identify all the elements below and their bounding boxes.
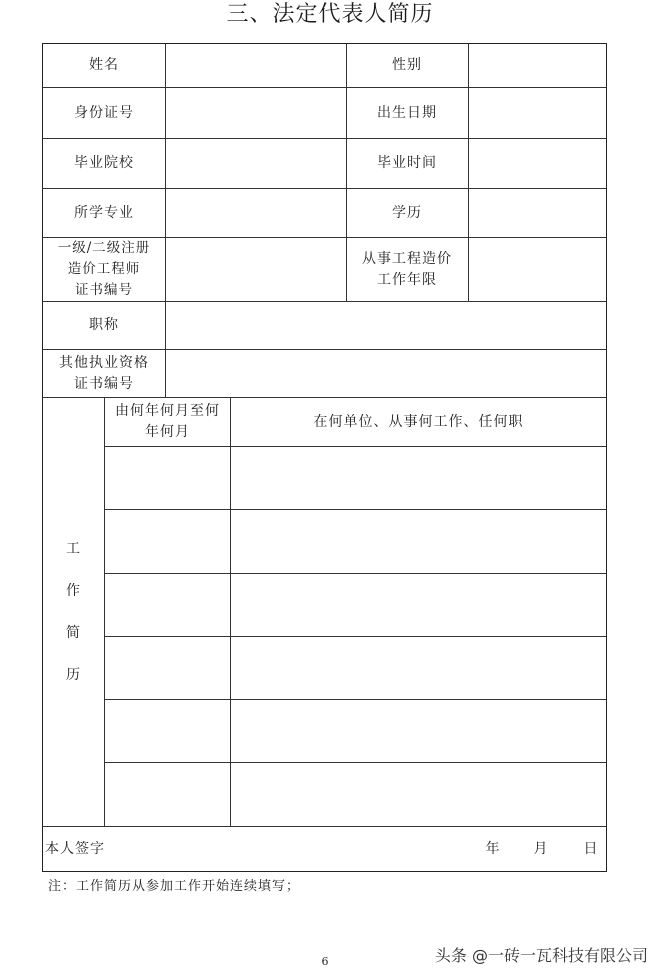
- resume-form: [42, 43, 607, 872]
- cert-label-line: 造价工程师: [67, 261, 141, 277]
- signature-label: 本人签字: [45, 840, 105, 857]
- period-header-line: 年何月: [145, 424, 190, 440]
- education-field[interactable]: [469, 189, 606, 237]
- school-label: 毕业院校: [74, 155, 134, 171]
- watermark: 头条 @一砖一瓦科技有限公司: [434, 946, 648, 965]
- cert-label-line: 一级/二级注册: [57, 240, 151, 256]
- grad-time-label: 毕业时间: [377, 155, 437, 171]
- side-label-char: 工: [66, 541, 81, 557]
- gender-field[interactable]: [469, 44, 606, 87]
- birth-date-field[interactable]: [469, 88, 606, 138]
- major-field[interactable]: [166, 189, 346, 237]
- years-label-line: 从事工程造价: [362, 250, 452, 267]
- work-detail-field[interactable]: [231, 763, 606, 826]
- other-cert-field[interactable]: [166, 350, 606, 397]
- work-detail-field[interactable]: [231, 447, 606, 509]
- education-label: 学历: [392, 204, 422, 221]
- period-header-line: 由何年何月至何: [115, 403, 220, 419]
- work-detail-field[interactable]: [231, 574, 606, 636]
- work-detail-field[interactable]: [231, 700, 606, 762]
- work-period-field[interactable]: [105, 763, 230, 826]
- job-title-field[interactable]: [166, 302, 606, 349]
- cert-label-line: 证书编号: [75, 282, 133, 298]
- id-number-label: 身份证号: [74, 104, 134, 121]
- other-cert-label: [43, 350, 165, 397]
- signature-year-label: 年: [485, 840, 501, 857]
- other-cert-label-line: 其他执业资格: [59, 354, 149, 371]
- work-detail-field[interactable]: [231, 637, 606, 699]
- work-history-side-label: [43, 398, 104, 826]
- gender-label: 性别: [392, 57, 422, 73]
- work-years-label: [346, 238, 468, 301]
- work-period-field[interactable]: [105, 637, 230, 699]
- period-column-header: [105, 398, 230, 446]
- id-number-field[interactable]: [166, 88, 346, 138]
- grad-time-field[interactable]: [469, 139, 606, 188]
- work-period-field[interactable]: [105, 510, 230, 573]
- school-field[interactable]: [166, 139, 346, 188]
- side-label-char: 简: [66, 625, 81, 641]
- work-period-field[interactable]: [105, 447, 230, 509]
- cost-engineer-cert-label: [43, 238, 165, 301]
- signature-day-label: 日: [583, 840, 599, 857]
- signature-month-label: 月: [533, 840, 549, 857]
- footnote: 注：工作简历从参加工作开始连续填写；: [48, 879, 301, 894]
- other-cert-label-line: 证书编号: [74, 375, 134, 392]
- side-label-char: 作: [66, 583, 81, 599]
- name-label: 姓名: [89, 57, 119, 73]
- work-detail-field[interactable]: [231, 510, 606, 573]
- major-label: 所学专业: [74, 204, 134, 221]
- work-period-field[interactable]: [105, 574, 230, 636]
- page-title: 三、法定代表人简历: [226, 2, 434, 27]
- employer-column-header: 在何单位、从事何工作、任何职: [313, 413, 524, 430]
- birth-date-label: 出生日期: [377, 104, 437, 121]
- cost-engineer-cert-field[interactable]: [166, 238, 346, 301]
- years-label-line: 工作年限: [377, 271, 437, 288]
- name-field[interactable]: [166, 44, 346, 87]
- signature-field[interactable]: [166, 827, 466, 871]
- side-label-char: 历: [66, 667, 81, 683]
- page-number: 6: [321, 955, 329, 968]
- work-years-field[interactable]: [469, 238, 606, 301]
- work-period-field[interactable]: [105, 700, 230, 762]
- job-title-label: 职称: [89, 317, 119, 333]
